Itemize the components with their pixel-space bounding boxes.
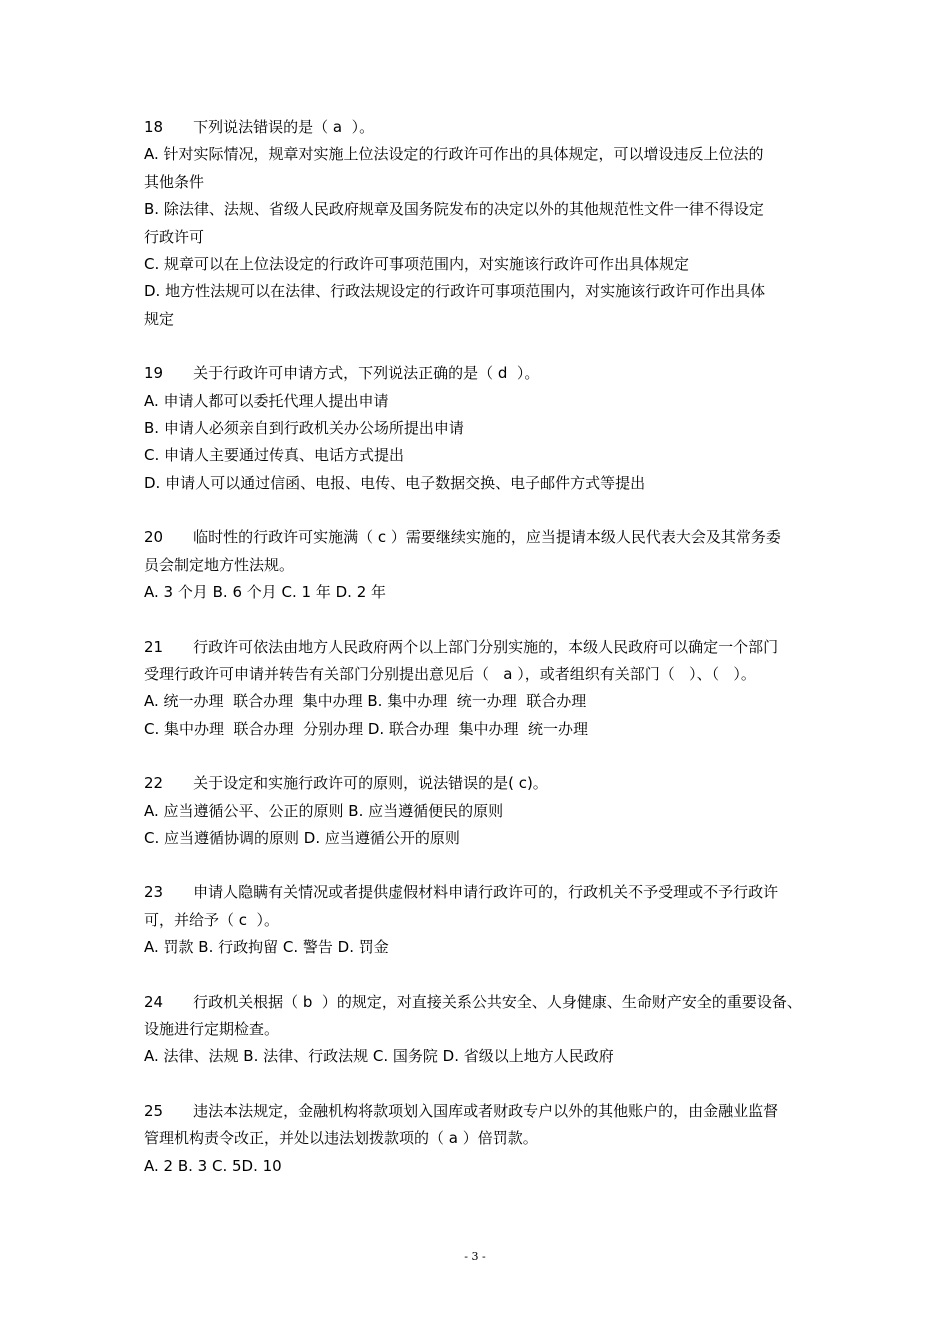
options-line: A. 罚款 B. 行政拘留 C. 警告 D. 罚金: [144, 938, 389, 957]
question-20: [144, 524, 816, 606]
option-d: D. 地方性法规可以在法律、行政法规设定的行政许可事项范围内，对实施该行政许可作出具体: [144, 282, 766, 301]
question-stem: 25 违法本法规定，金融机构将款项划入国库或者财政专户以外的其他账户的，由金融业监督: [144, 1101, 779, 1120]
option-b-continued: 行政许可: [144, 227, 205, 246]
question-stem: 20 临时性的行政许可实施满（ c ）需要继续实施的，应当提请本级人民代表大会及其常务委: [144, 528, 781, 547]
question-stem-continued: 受理行政许可申请并转告有关部门分别提出意见后（ a ），或者组织有关部门（ ）、（ ）。: [144, 664, 756, 683]
option-a: A. 申请人都可以委托代理人提出申请: [144, 391, 389, 410]
question-stem-continued: 员会制定地方性法规。: [144, 555, 295, 574]
question-23: [144, 879, 816, 961]
options-line-ab: A. 应当遵循公平、公正的原则 B. 应当遵循便民的原则: [144, 801, 504, 820]
question-list: [144, 114, 816, 1207]
question-22: [144, 770, 816, 852]
options-line: A. 3 个月 B. 6 个月 C. 1 年 D. 2 年: [144, 583, 387, 602]
question-stem: 23 申请人隐瞒有关情况或者提供虚假材料申请行政许可的，行政机关不予受理或不予行政许: [144, 883, 779, 902]
question-stem: 19 关于行政许可申请方式，下列说法正确的是（ d ）。: [144, 364, 540, 383]
question-19: [144, 360, 816, 497]
question-21: [144, 634, 816, 744]
option-a: A. 针对实际情况，规章对实施上位法设定的行政许可作出的具体规定，可以增设违反上位法的: [144, 145, 764, 164]
question-stem: 22 关于设定和实施行政许可的原则，说法错误的是( c)。: [144, 774, 548, 793]
option-d-continued: 规定: [144, 309, 175, 328]
options-line-cd: C. 应当遵循协调的原则 D. 应当遵循公开的原则: [144, 828, 460, 847]
option-b: B. 除法律、法规、省级人民政府规章及国务院发布的决定以外的其他规范性文件一律不得设定: [144, 200, 764, 219]
options-line-ab: A. 统一办理 联合办理 集中办理 B. 集中办理 统一办理 联合办理: [144, 692, 587, 711]
question-stem-continued: 设施进行定期检查。: [144, 1019, 280, 1038]
option-a-continued: 其他条件: [144, 172, 205, 191]
option-c: C. 规章可以在上位法设定的行政许可事项范围内，对实施该行政许可作出具体规定: [144, 255, 690, 274]
page-number: - 3 -: [464, 1250, 486, 1263]
question-stem: 18 下列说法错误的是（ a ）。: [144, 118, 375, 136]
question-25: [144, 1098, 816, 1180]
options-line: A. 2 B. 3 C. 5D. 10: [144, 1156, 282, 1175]
question-stem-continued: 可，并给予（ c ）。: [144, 910, 280, 929]
option-d: D. 申请人可以通过信函、电报、电传、电子数据交换、电子邮件方式等提出: [144, 473, 646, 492]
option-c: C. 申请人主要通过传真、电话方式提出: [144, 446, 405, 465]
question-stem: 21 行政许可依法由地方人民政府两个以上部门分别实施的，本级人民政府可以确定一个部门: [144, 637, 779, 656]
question-stem-continued: 管理机构责令改正，并处以违法划拨款项的（ a ）倍罚款。: [144, 1129, 538, 1148]
options-line: A. 法律、法规 B. 法律、行政法规 C. 国务院 D. 省级以上地方人民政府: [144, 1047, 614, 1066]
question-stem: 24 行政机关根据（ b ）的规定，对直接关系公共安全、人身健康、生命财产安全的重要设备、: [144, 992, 802, 1011]
option-b: B. 申请人必须亲自到行政机关办公场所提出申请: [144, 419, 464, 438]
question-18: [144, 114, 816, 333]
options-line-cd: C. 集中办理 联合办理 分别办理 D. 联合办理 集中办理 统一办理: [144, 719, 589, 738]
question-24: [144, 989, 816, 1071]
